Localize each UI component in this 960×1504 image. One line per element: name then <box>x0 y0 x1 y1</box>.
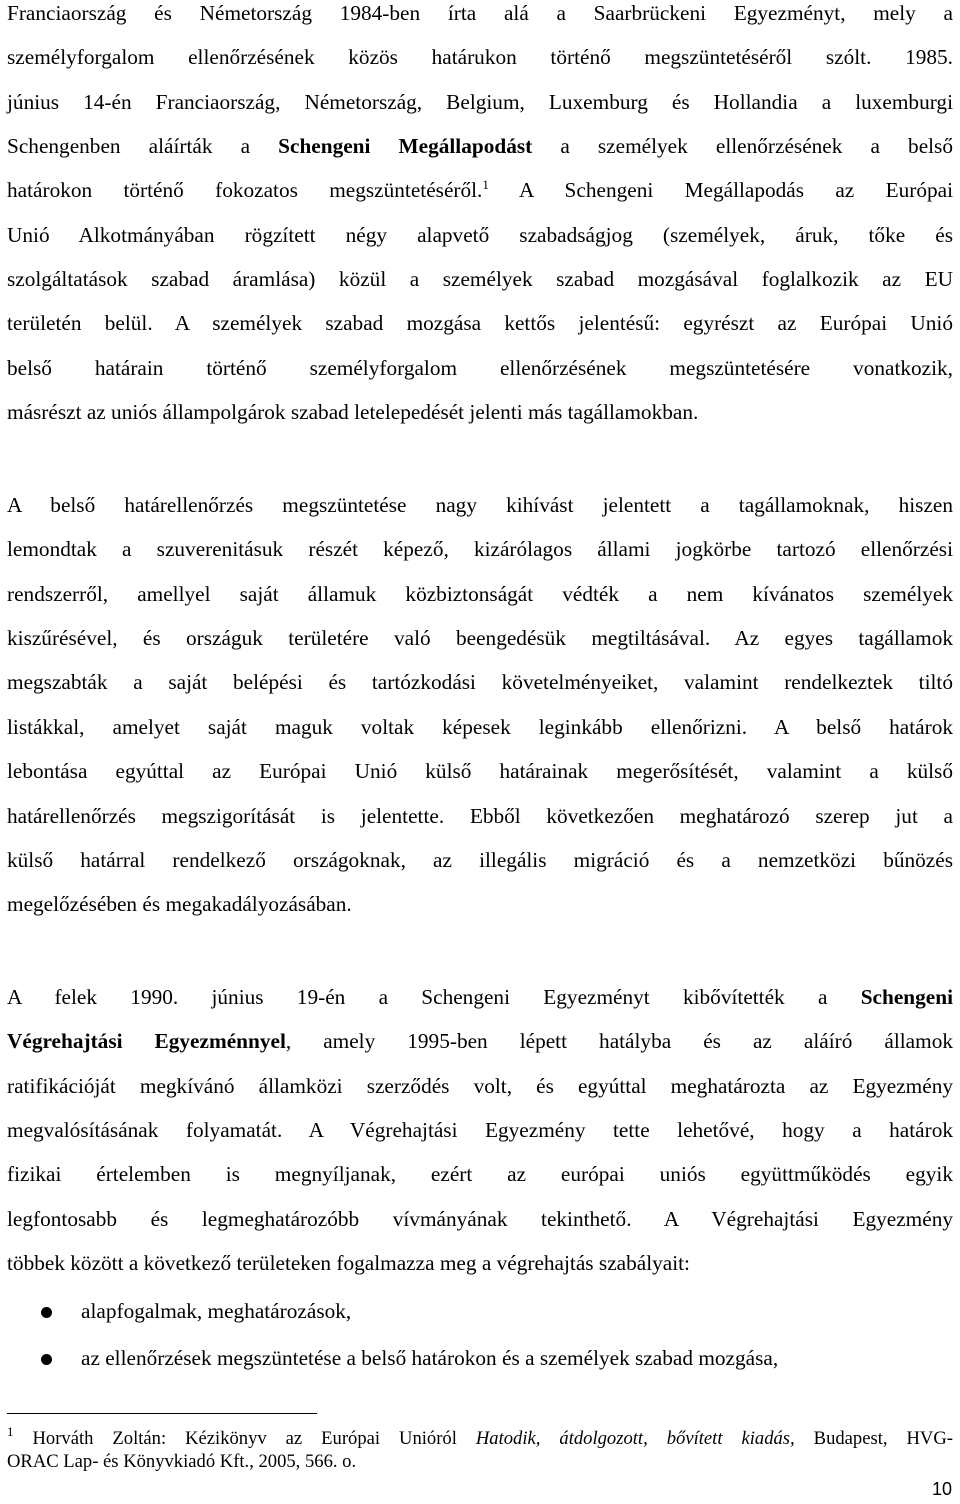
paragraph-line: Unió Alkotmányában rögzített négy alapvető szabadságjog (személyek, áruk, tőke és <box>7 223 953 247</box>
paragraph-line: A felek 1990. június 19-én a Schengeni Egyezményt kibővítették a Schengeni <box>7 985 953 1009</box>
paragraph-line: június 14-én Franciaország, Németország, Belgium, Luxemburg és Hollandia a luxemburgi <box>7 90 953 114</box>
bold-term: Schengeni <box>860 985 953 1009</box>
footnote-separator <box>7 1413 317 1414</box>
paragraph-line: Schengenben aláírták a Schengeni Megállapodást a személyek ellenőrzésének a belső <box>7 134 953 158</box>
paragraph-line: megszabták a saját belépési és tartózkodási követelményeiket, valamint rendelkeztek tiltó <box>7 670 953 694</box>
paragraph-line: megvalósításának folyamatát. A Végrehajtási Egyezmény tette lehetővé, hogy a határok <box>7 1118 953 1142</box>
paragraph-line: fizikai értelemben is megnyíljanak, ezért az európai uniós együttműködés egyik <box>7 1162 953 1186</box>
paragraph-line: határellenőrzés megszigorítását is jelentette. Ebből következően meghatározó szerep jut a <box>7 804 953 828</box>
paragraph-line: rendszerről, amellyel saját államuk közbiztonságát védték a nem kívánatos személyek <box>7 582 953 606</box>
paragraph-line: lebontása egyúttal az Európai Unió külső határainak megerősítését, valamint a külső <box>7 759 953 783</box>
paragraph-line: személyforgalom ellenőrzésének közös határukon történő megszüntetéséről szólt. 1985. <box>7 45 953 69</box>
footnote-reference[interactable]: 1 <box>482 177 489 192</box>
italic-title: Hatodik, átdolgozott, bővített kiadás, <box>475 1428 795 1449</box>
paragraph-line: listákkal, amelyet saját maguk voltak képesek leginkább ellenőrizni. A belső határok <box>7 715 953 739</box>
bullet-icon <box>41 1354 52 1365</box>
list-item: alapfogalmak, meghatározások, <box>81 1299 352 1323</box>
footnote-number: 1 <box>7 1424 14 1439</box>
paragraph-line: határokon történő fokozatos megszüntetéséről.$^1$ A Schengeni Megállapodás az Európai <box>7 177 953 202</box>
paragraph-line: megelőzésében és megakadályozásában. <box>7 892 352 916</box>
paragraph-line: Végrehajtási Egyezménnyel, amely 1995-ben lépett hatályba és az aláíró államok <box>7 1029 953 1053</box>
paragraph-line: szolgáltatások szabad áramlása) közül a személyek szabad mozgásával foglalkozik az EU <box>7 267 953 291</box>
paragraph-line: többek között a következő területeken fogalmazza meg a végrehajtás szabályait: <box>7 1251 690 1275</box>
bullet-icon <box>41 1307 52 1318</box>
paragraph-line: kiszűrésével, és országuk területére való beengedésük megtiltásával. Az egyes tagállamok <box>7 626 953 650</box>
paragraph-line: lemondtak a szuverenitásuk részét képező, kizárólagos állami jogkörbe tartozó ellenőrzési <box>7 537 953 561</box>
footnote-line: ORAC Lap- és Könyvkiadó Kft., 2005, 566. o. <box>7 1451 357 1472</box>
bold-term: Schengeni Megállapodást <box>278 134 533 158</box>
paragraph-line: másrészt az uniós állampolgárok szabad letelepedését jelenti más tagállamokban. <box>7 400 699 424</box>
paragraph-line: külső határral rendelkező országoknak, az illegális migráció és a nemzetközi bűnözés <box>7 848 953 872</box>
paragraph-line: A belső határellenőrzés megszüntetése nagy kihívást jelentett a tagállamoknak, hiszen <box>7 493 953 517</box>
paragraph-line: Franciaország és Németország 1984-ben írta alá a Saarbrückeni Egyezményt, mely a <box>7 1 953 25</box>
paragraph-line: legfontosabb és legmeghatározóbb vívmányának tekinthető. A Végrehajtási Egyezmény <box>7 1207 953 1231</box>
list-item: az ellenőrzések megszüntetése a belső határokon és a személyek szabad mozgása, <box>81 1346 779 1370</box>
footnote-line: $^1$ Horváth Zoltán: Kézikönyv az Európai Unióról Hatodik, átdolgozott, bővített kiadás, Budapest, HVG- <box>7 1424 953 1449</box>
bold-term: Végrehajtási Egyezménnyel <box>7 1029 286 1053</box>
page-number: 10 <box>931 1479 952 1499</box>
paragraph-line: ratifikációját megkívánó államközi szerződés volt, és egyúttal meghatározta az Egyezmény <box>7 1074 953 1098</box>
paragraph-line: területén belül. A személyek szabad mozgása kettős jelentésű: egyrészt az Európai Unió <box>7 311 953 335</box>
paragraph-line: belső határain történő személyforgalom ellenőrzésének megszüntetésére vonatkozik, <box>7 356 953 380</box>
